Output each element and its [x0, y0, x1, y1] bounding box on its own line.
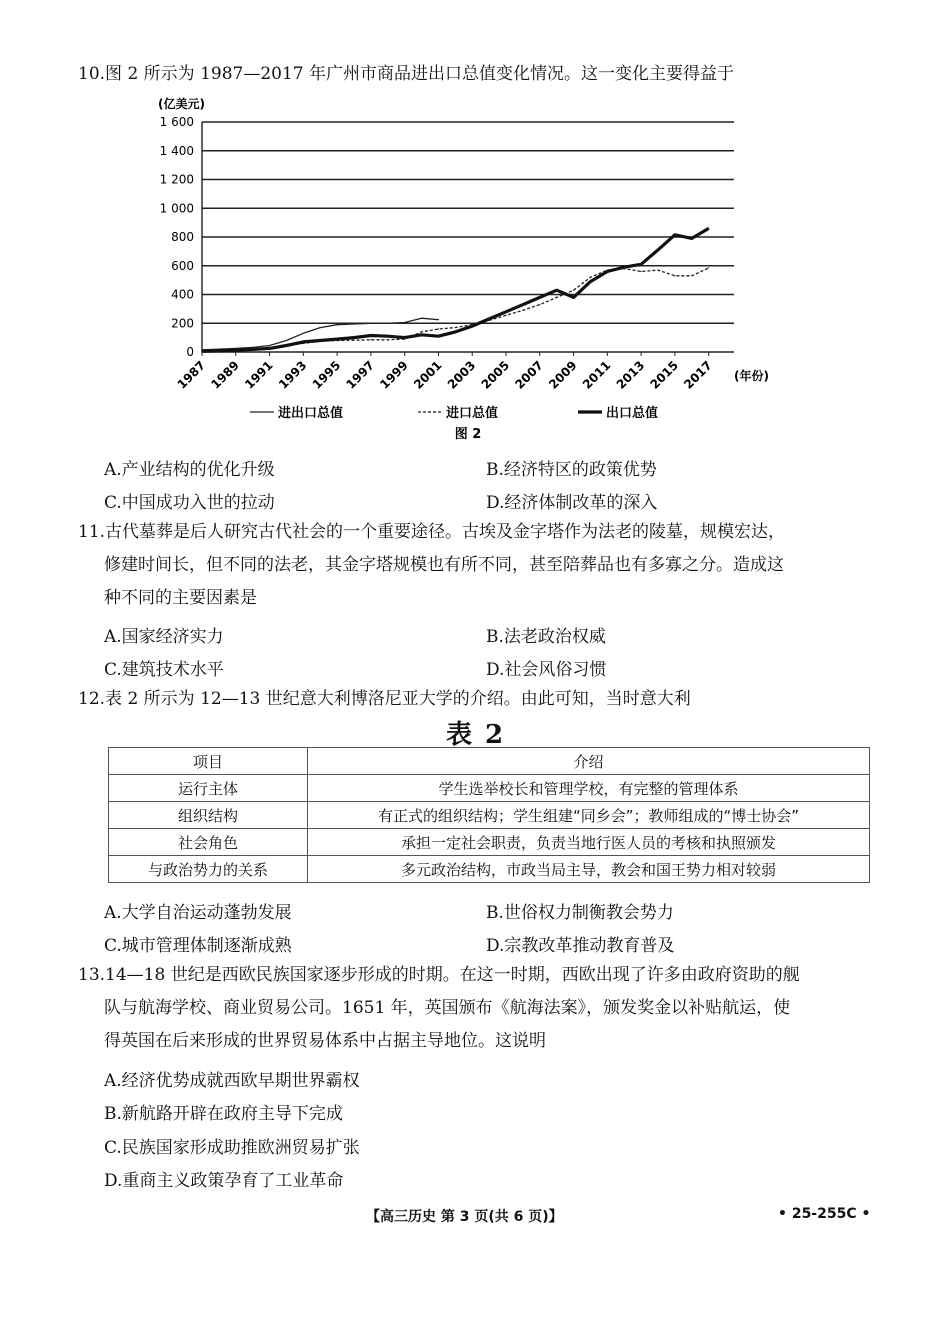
data-point	[573, 290, 574, 291]
q11-stem-line-1: 11.古代墓葬是后人研究古代社会的一个重要途径。古埃及金字塔作为法老的陵墓，规模宏达，	[78, 522, 786, 542]
data-point	[421, 318, 422, 319]
y-tick-label: 1 200	[159, 172, 194, 187]
chart-legend	[250, 405, 658, 421]
q10-option-c[interactable]: C.中国成功入世的拉动	[104, 493, 275, 513]
y-tick-label: 1 600	[159, 115, 194, 129]
data-point	[286, 345, 287, 346]
table-header-intro: 介绍	[308, 748, 870, 775]
import-export-line-chart	[150, 88, 800, 448]
data-point	[708, 228, 709, 229]
data-point	[539, 297, 540, 298]
data-point	[708, 267, 709, 268]
y-tick-label: 0	[186, 345, 194, 359]
legend-label: 进口总值	[446, 406, 499, 421]
chart-series	[201, 228, 709, 352]
q10-option-b[interactable]: B.经济特区的政策优势	[486, 460, 657, 480]
data-point	[674, 234, 675, 235]
q11-option-c[interactable]: C.建筑技术水平	[104, 660, 224, 680]
x-tick-labels	[175, 358, 715, 392]
data-point	[337, 324, 338, 325]
data-point	[607, 271, 608, 272]
data-point	[505, 315, 506, 316]
table-header-item: 项目	[109, 748, 308, 775]
data-point	[691, 238, 692, 239]
chart-axes	[202, 122, 709, 356]
data-point	[522, 304, 523, 305]
q12-stem: 12.表 2 所示为 12—13 世纪意大利博洛尼亚大学的介绍。由此可知，当时意大利	[78, 689, 691, 709]
q11-stem-line-2: 修建时间长，但不同的法老，其金字塔规模也有所不同，甚至陪葬品也有多寡之分。造成这	[104, 555, 784, 575]
series-export-line	[202, 228, 709, 351]
data-point	[438, 336, 439, 337]
table-cell: 组织结构	[109, 802, 308, 829]
table-cell: 学生选举校长和管理学校，有完整的管理体系	[308, 775, 870, 802]
data-point	[286, 340, 287, 341]
x-tick-label: 2007	[512, 358, 546, 392]
q10-option-d[interactable]: D.经济体制改革的深入	[486, 493, 658, 513]
y-tick-label: 200	[171, 316, 194, 331]
table-cell: 社会角色	[109, 829, 308, 856]
x-tick-label: 2011	[579, 358, 614, 392]
data-point	[337, 338, 338, 339]
x-tick-label: 1995	[309, 358, 344, 392]
data-point	[455, 331, 456, 332]
q10-option-a[interactable]: A.产业结构的优化升级	[104, 460, 275, 480]
data-point	[370, 323, 371, 324]
x-tick-label: 1999	[377, 358, 411, 392]
data-point	[387, 336, 388, 337]
q11-option-d[interactable]: D.社会风俗习惯	[486, 660, 607, 680]
data-point	[370, 335, 371, 336]
q13-stem-line-3: 得英国在后来形成的世界贸易体系中占据主导地位。这说明	[104, 1031, 546, 1051]
table-row	[109, 856, 870, 883]
data-point	[641, 264, 642, 265]
table-cell: 与政治势力的关系	[109, 856, 308, 883]
y-tick-label: 600	[171, 258, 194, 273]
data-point	[387, 323, 388, 324]
data-point	[387, 339, 388, 340]
data-point	[303, 333, 304, 334]
data-point	[522, 310, 523, 311]
series-import-line	[202, 268, 709, 351]
data-point	[657, 249, 658, 250]
q11-option-a[interactable]: A.国家经济实力	[104, 627, 224, 647]
q12-option-b[interactable]: B.世俗权力制衡教会势力	[486, 903, 674, 923]
data-point	[320, 327, 321, 328]
data-point	[455, 327, 456, 328]
table-row	[109, 829, 870, 856]
table-cell: 有正式的组织结构；学生组建“同乡会”；教师组成的“博士协会”	[308, 802, 870, 829]
data-point	[201, 351, 202, 352]
table-title: 表 2	[446, 720, 506, 750]
chart-gridlines	[202, 122, 734, 352]
q12-option-c[interactable]: C.城市管理体制逐渐成熟	[104, 936, 292, 956]
data-point	[472, 326, 473, 327]
x-tick-label: 2009	[546, 358, 580, 392]
x-tick-label: 1991	[242, 358, 276, 392]
data-point	[624, 267, 625, 268]
x-tick-label: 1989	[208, 358, 242, 392]
university-table	[108, 747, 870, 883]
data-point	[421, 334, 422, 335]
page-number: 【高三历史 第 3 页(共 6 页)】	[366, 1209, 563, 1225]
data-point	[303, 341, 304, 342]
data-point	[556, 290, 557, 291]
data-point	[269, 348, 270, 349]
q11-option-b[interactable]: B.法老政治权威	[486, 627, 606, 647]
data-point	[252, 349, 253, 350]
data-point	[353, 337, 354, 338]
data-point	[438, 319, 439, 320]
data-point	[691, 275, 692, 276]
data-point	[269, 345, 270, 346]
y-tick-label: 800	[171, 230, 194, 244]
q13-stem-line-2: 队与航海学校、商业贸易公司。1651 年，英国颁布《航海法案》，颁发奖金以补贴航运，使	[104, 998, 791, 1018]
x-tick-label: 1993	[275, 358, 310, 392]
data-point	[353, 340, 354, 341]
data-point	[505, 311, 506, 312]
table-row	[109, 802, 870, 829]
x-tick-label: 1987	[174, 358, 209, 392]
data-point	[573, 297, 574, 298]
x-tick-label: 2003	[444, 358, 479, 392]
x-tick-label: 2001	[411, 358, 445, 392]
q13-option-d[interactable]: D.重商主义政策孕育了工业革命	[104, 1171, 344, 1191]
x-tick-label: 2013	[613, 358, 648, 392]
data-point	[438, 328, 439, 329]
data-point	[218, 350, 219, 351]
x-axis-label: (年份)	[734, 369, 769, 383]
data-point	[556, 297, 557, 298]
data-point	[489, 318, 490, 319]
y-tick-label: 1 000	[159, 201, 194, 216]
q12-option-d[interactable]: D.宗教改革推动教育普及	[486, 936, 675, 956]
data-point	[590, 277, 591, 278]
document-code: • 25-255C •	[778, 1206, 871, 1222]
table-cell: 运行主体	[109, 775, 308, 802]
data-point	[320, 340, 321, 341]
x-tick-label: 2005	[478, 358, 513, 392]
data-point	[370, 339, 371, 340]
q13-option-b[interactable]: B.新航路开辟在政府主导下完成	[104, 1104, 343, 1124]
q13-option-c[interactable]: C.民族国家形成助推欧洲贸易扩张	[104, 1138, 360, 1158]
data-point	[674, 275, 675, 276]
y-tick-label: 1 400	[159, 143, 194, 158]
data-point	[590, 281, 591, 282]
table-row	[109, 775, 870, 802]
q12-option-a[interactable]: A.大学自治运动蓬勃发展	[104, 903, 292, 923]
legend-label: 进出口总值	[278, 406, 344, 421]
data-point	[404, 322, 405, 323]
q13-option-a[interactable]: A.经济优势成就西欧早期世界霸权	[104, 1071, 360, 1091]
data-point	[657, 269, 658, 270]
y-tick-label: 400	[171, 287, 194, 302]
data-point	[421, 331, 422, 332]
table-header-row	[109, 748, 870, 775]
data-point	[641, 271, 642, 272]
y-tick-labels	[160, 115, 194, 359]
data-point	[404, 337, 405, 338]
y-axis-label: (亿美元)	[158, 97, 205, 111]
data-point	[539, 304, 540, 305]
legend-label: 出口总值	[606, 406, 659, 421]
figure-caption: 图 2	[454, 427, 482, 442]
table-cell: 多元政治结构，市政当局主导，教会和国王势力相对较弱	[308, 856, 870, 883]
x-tick-label: 1997	[343, 358, 378, 392]
x-tick-label: 2017	[681, 358, 715, 392]
table-cell: 承担一定社会职责，负责当地行医人员的考核和执照颁发	[308, 829, 870, 856]
q13-stem-line-1: 13.14—18 世纪是西欧民族国家逐步形成的时期。在这一时期，西欧出现了许多由政府资助的舰	[78, 965, 800, 985]
data-point	[353, 323, 354, 324]
q10-stem: 10.图 2 所示为 1987—2017 年广州市商品进出口总值变化情况。这一变化主要得益于	[78, 64, 734, 84]
x-tick-label: 2015	[647, 358, 682, 392]
q11-stem-line-3: 种不同的主要因素是	[104, 588, 257, 608]
data-point	[235, 350, 236, 351]
